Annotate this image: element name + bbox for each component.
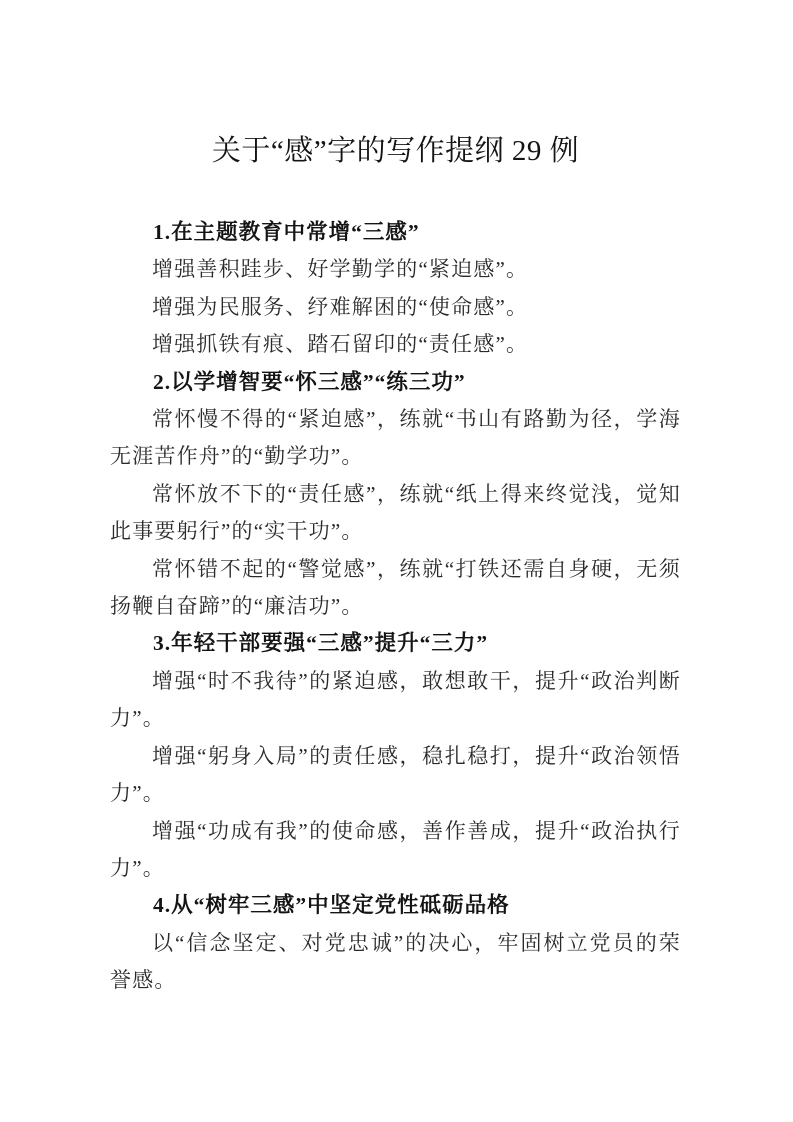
section-heading-1: 1.在主题教育中常增“三感” xyxy=(153,220,420,244)
section-heading-4: 4.从“树牢三感”中坚定党性砥砺品格 xyxy=(153,893,510,918)
paragraph: 增强抓铁有痕、踏石留印的“责任感”。 xyxy=(152,332,529,357)
document-title: 关于“感”字的写作提纲 29 例 xyxy=(211,135,580,167)
paragraph: 增强“时不我待”的紧迫感，敢想敢干，提升“政治判断力”。 xyxy=(110,668,681,731)
paragraph: 常怀慢不得的“紧迫感”，练就“书山有路勤为径，学海无涯苦作舟”的“勤学功”。 xyxy=(110,407,681,469)
paragraph: 常怀错不起的“警觉感”，练就“打铁还需自身硬，无须扬鞭自奋蹄”的“廉洁功”。 xyxy=(110,556,681,619)
paragraph: 增强为民服务、纾难解困的“使命感”。 xyxy=(152,294,529,319)
paragraph: 增强“功成有我”的使命感，善作善成，提升“政治执行力”。 xyxy=(110,818,681,880)
paragraph: 增强“躬身入局”的责任感，稳扎稳打，提升“政治领悟力”。 xyxy=(110,743,681,806)
paragraph: 常怀放不下的“责任感”，练就“纸上得来终觉浅，觉知此事要躬行”的“实干功”。 xyxy=(110,481,681,544)
paragraph: 以“信念坚定、对党忠诚”的决心，牢固树立党员的荣誉感。 xyxy=(110,930,681,993)
section-heading-3: 3.年轻干部要强“三感”提升“三力” xyxy=(153,631,489,656)
document-body xyxy=(110,214,681,1000)
section-heading-2: 2.以学增智要“怀三感”“练三功” xyxy=(153,369,466,394)
paragraph: 增强善积跬步、好学勤学的“紧迫感”。 xyxy=(152,257,529,282)
